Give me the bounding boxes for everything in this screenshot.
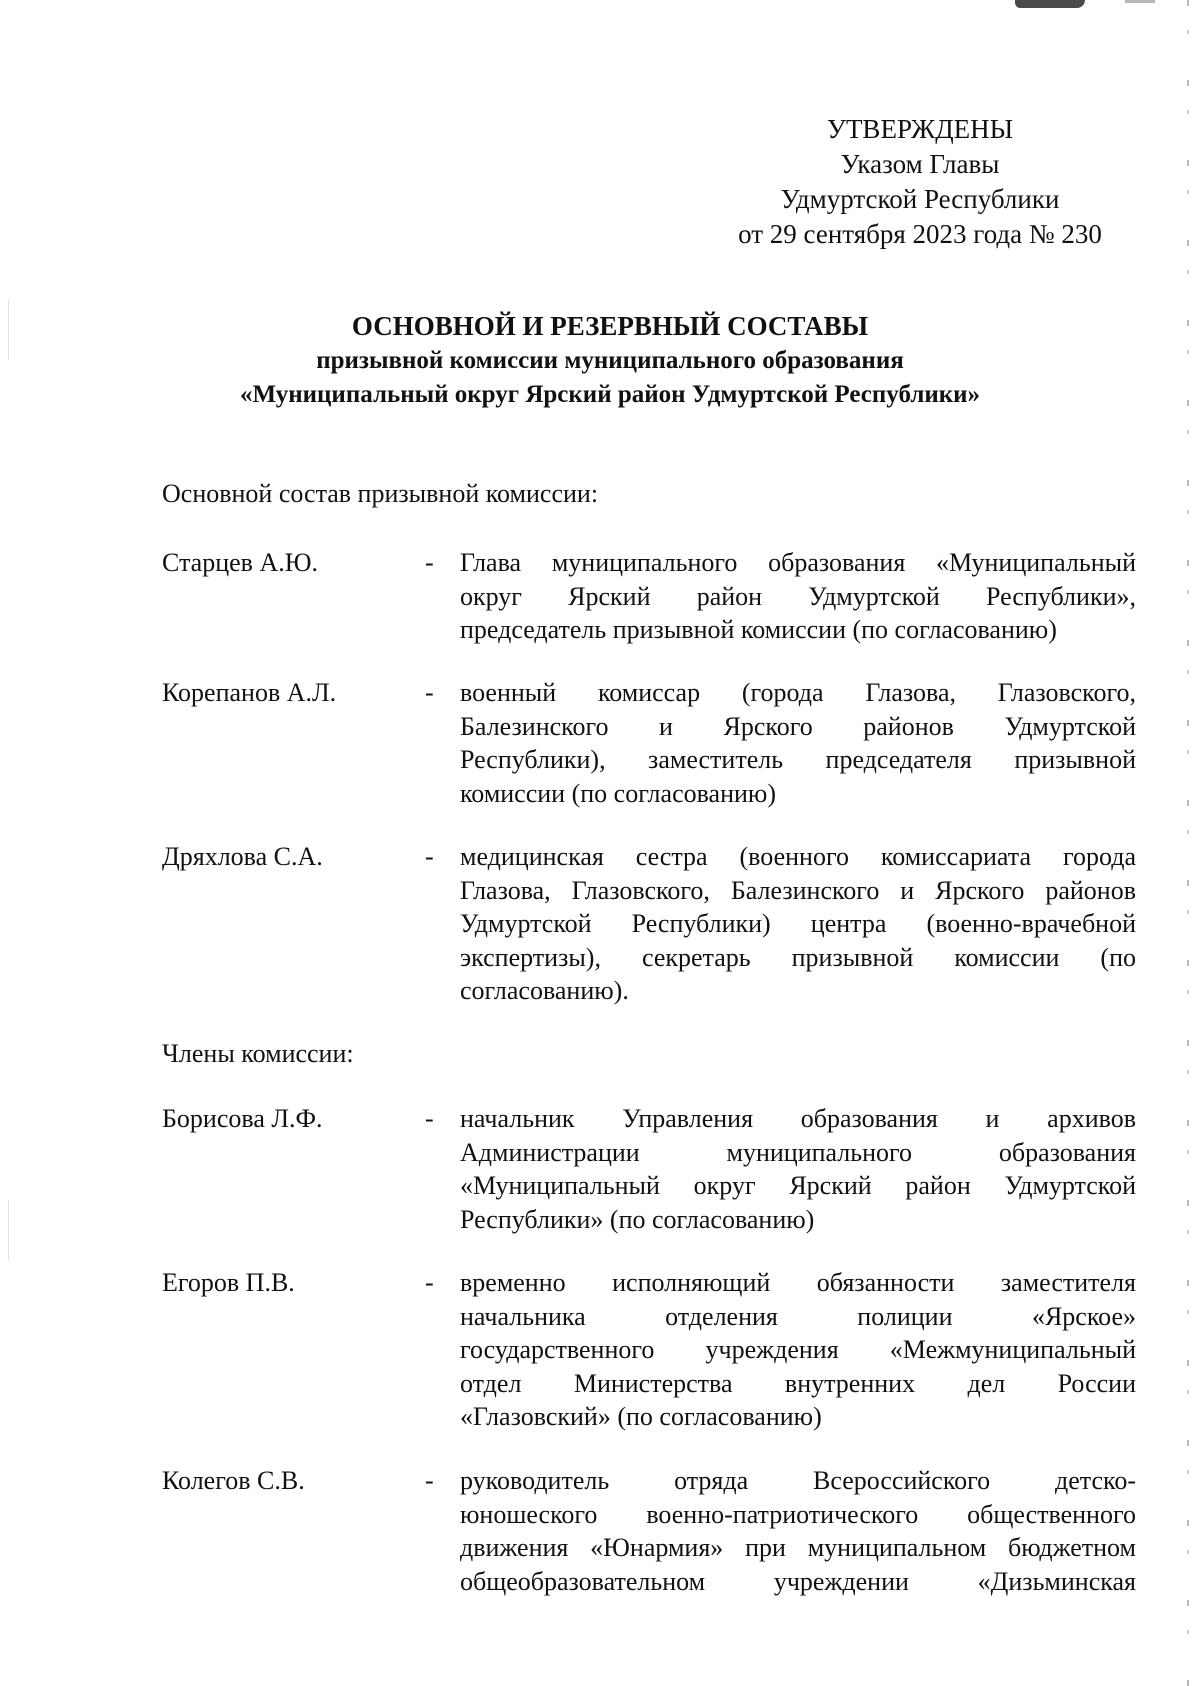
dash: - [425,842,434,871]
scan-edge [8,0,9,1686]
description-line: медицинская сестра (военного комиссариата города [460,842,1136,871]
approval-line: от 29 сентября 2023 года № 230 [738,219,1102,249]
description-line: председатель призывной комиссии (по согласованию) [460,615,1057,644]
description-line: комиссии (по согласованию) [460,778,776,808]
description-line: Балезинского и Ярского районов Удмуртской [460,711,1136,741]
description-line: экспертизы), секретарь призывной комиссии (по [460,942,1136,972]
description-line: руководитель отряда Всероссийского детско- [460,1466,1136,1495]
approval-stamp-block [700,112,1140,252]
member-description [460,1464,1136,1598]
title-subtitle: призывной комиссии муниципального образования [316,347,904,374]
description-line: начальника отделения полиции «Ярское» [460,1301,1136,1331]
description-line: движения «Юнармия» при муниципальном бюджетном [460,1533,1136,1562]
document-title [160,308,1060,412]
description-line: «Муниципальный округ Ярский район Удмуртской [460,1171,1136,1200]
description-line: округ Ярский район Удмуртской Республики», [460,581,1136,611]
member-description [460,1102,1136,1236]
scan-artifact [1125,0,1155,3]
member-description [460,840,1136,1008]
description-line: согласованию). [460,976,629,1005]
description-line: Удмуртской Республики) центра (военно-врачебной [460,909,1136,938]
description-line: Глава муниципального образования «Муниципальный [460,548,1136,577]
description-line: Администрации муниципального образования [460,1137,1136,1167]
description-line: «Глазовский» (по согласованию) [460,1402,822,1431]
description-line: государственного учреждения «Межмуниципальный [460,1335,1136,1364]
title-subtitle: «Муниципальный округ Ярский район Удмуртской Республики» [239,381,981,408]
approval-line: Удмуртской Республики [780,184,1060,214]
description-line: Республики» (по согласованию) [460,1204,815,1234]
member-description [460,1266,1136,1434]
approval-line: Указом Главы [840,149,1000,179]
description-line: Республики), заместитель председателя призывной [460,745,1136,774]
members-section-label: Члены комиссии: [162,1039,354,1068]
description-line: временно исполняющий обязанности заместителя [460,1268,1136,1297]
dash: - [425,1104,434,1133]
description-line: отдел Министерства внутренних дел России [460,1368,1136,1398]
member-description [460,546,1136,647]
member-name: Старцев А.Ю. [162,548,318,577]
dash: - [425,1466,434,1495]
member-name: Корепанов А.Л. [162,678,337,707]
member-description [460,676,1136,810]
dash: - [425,548,434,577]
description-line: юношеского военно-патриотического общественного [460,1499,1136,1529]
main-section-label: Основной состав призывной комиссии: [162,479,599,508]
scan-artifact [1015,0,1085,8]
dash: - [425,678,434,707]
title-main: ОСНОВНОЙ И РЕЗЕРВНЫЙ СОСТАВЫ [351,311,869,341]
description-line: общеобразовательном учреждении «Дизьминская [460,1566,1136,1596]
description-line: начальник Управления образования и архивов [460,1104,1136,1133]
member-name: Дряхлова С.А. [162,842,323,871]
member-name: Колегов С.В. [162,1466,305,1495]
description-line: Глазова, Глазовского, Балезинского и Ярского районов [460,875,1136,905]
description-line: военный комиссар (города Глазова, Глазовского, [460,678,1136,707]
member-name: Борисова Л.Ф. [162,1104,323,1133]
member-name: Егоров П.В. [162,1268,295,1297]
approval-line: УТВЕРЖДЕНЫ [826,114,1014,144]
dash: - [425,1268,434,1297]
scan-edge [1187,0,1189,1686]
